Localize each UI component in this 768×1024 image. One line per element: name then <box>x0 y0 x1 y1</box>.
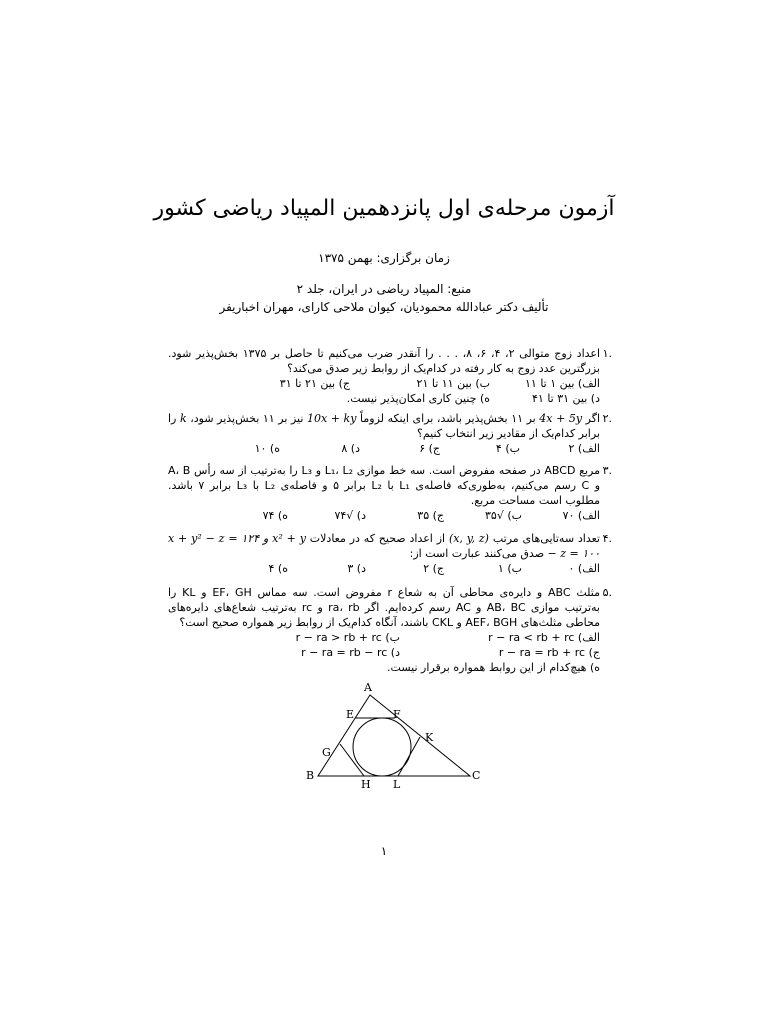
option-c: ج) ۳۵ <box>417 509 444 522</box>
label-k: K <box>425 731 434 744</box>
option-b: ب) r − ra > rb + rc <box>295 631 400 644</box>
question-3 <box>168 463 612 523</box>
option-d: د) √۷۴ <box>334 509 366 522</box>
incircle <box>353 718 411 776</box>
question-stem: مثلث ABC و دایره‌ی محاطی آن به شعاع r مفروض است. سه مماس EF، GH و KL را به‌ترتیب موازی AB، BC و AC رسم کرده‌ایم. اگر ra، rb و rc به‌ترتیب شعاع‌های دایره‌های محاطی مثلث‌های AEF، BGH و CKL باشند، آنگاه کدام‌یک از روابط زیر همواره صحیح است؟ <box>168 586 600 629</box>
question-number: ۳. <box>602 464 612 477</box>
question-number: ۱. <box>602 347 612 360</box>
options-row <box>168 630 600 645</box>
math-expression: (x, y, z) <box>448 532 489 545</box>
option-e: ه) هیچ‌کدام از این روابط همواره برقرار نیست. <box>387 661 600 674</box>
math-expression: 4x + 5y <box>539 412 583 425</box>
option-d: د) ۳ <box>347 562 366 575</box>
source-line: منبع: المپیاد ریاضی در ایران، جلد ۲ <box>296 282 472 296</box>
options-row <box>168 376 600 391</box>
option-d: د) ۸ <box>341 442 360 455</box>
tangent-gh <box>340 744 364 776</box>
question-number: ۵. <box>602 586 612 599</box>
option-d: د) r − ra = rb − rc <box>301 646 400 659</box>
option-e: ه) ۷۴ <box>262 509 288 522</box>
tangent-kl <box>398 737 420 776</box>
question-stem <box>168 531 600 561</box>
option-a: الف) ۲ <box>568 442 600 455</box>
label-h: H <box>361 778 371 791</box>
option-c: ج) ۲ <box>423 562 444 575</box>
options-row <box>168 391 600 406</box>
page-title: آزمون مرحله‌ی اول پانزدهمین المپیاد ریاضی کشور <box>153 196 615 221</box>
label-f: F <box>393 708 401 721</box>
question-2 <box>168 411 612 456</box>
math-expression: 10x + ky <box>307 412 357 425</box>
question-stem <box>168 411 600 441</box>
label-c: C <box>472 769 481 782</box>
option-c: ج) r − ra = rb + rc <box>498 646 600 659</box>
question-1 <box>168 346 612 406</box>
label-g: G <box>322 746 331 759</box>
source-block <box>100 280 668 316</box>
page-number: ۱ <box>380 844 388 858</box>
stem-text: نیز بر ۱۱ بخش‌پذیر شود، <box>190 412 304 425</box>
math-variable: k <box>179 412 187 425</box>
option-b: ب) ۴ <box>495 442 520 455</box>
question-stem: مربع ABCD در صفحه مفروض است. سه خط موازی L₁، L₂ و L₃ را به‌ترتیب از سه رأس A، B و C رسم می‌کنیم، به‌طوری‌که فاصله‌ی L₁ با L₂ برابر ۵ و فاصله‌ی L₂ با L₃ برابر ۷ باشد. مطلوب است مساحت مربع. <box>168 464 601 507</box>
option-a: الف) ۷۰ <box>562 509 600 522</box>
option-a: الف) ۰ <box>568 562 600 575</box>
option-a: الف) بین ۱ تا ۱۱ <box>525 377 600 390</box>
option-e: ه) ۴ <box>268 562 288 575</box>
math-expression: x + y² − z = ۱۲۴ و x² + y − z = ۱۰۰ <box>168 532 600 560</box>
label-l: L <box>393 778 401 791</box>
authors-line: تألیف دکتر عبادالله محمودیان، کیوان ملاحی کارای، مهران اخباریفر <box>219 300 549 314</box>
stem-text: بر ۱۱ بخش‌پذیر باشد، برای اینکه لزوماً <box>360 412 536 425</box>
question-stem: اعداد زوج متوالی ۲، ۴، ۶، ۸، . . . را آنقدر ضرب می‌کنیم تا حاصل بر ۱۳۷۵ بخش‌پذیر شود. بزرگترین عدد زوج به کار رفته در کدام‌یک از روابط زیر صدق می‌کند؟ <box>168 347 601 375</box>
question-number: ۴. <box>602 532 612 545</box>
label-e: E <box>346 708 355 721</box>
option-e: ه) ۱۰ <box>254 442 280 455</box>
stem-text: را برابر کدام‌یک از مقادیر زیر انتخاب کنیم؟ <box>168 412 600 440</box>
option-b: ب) √۳۵ <box>485 509 522 522</box>
triangle-incircle-figure <box>300 680 500 800</box>
options-row <box>168 645 600 660</box>
options-row <box>168 441 600 456</box>
stem-text: تعداد سه‌تایی‌های مرتب <box>492 532 600 545</box>
option-e: ه) چنین کاری امکان‌پذیر نیست. <box>346 392 490 405</box>
stem-text: اگر <box>585 412 601 425</box>
exam-date: زمان برگزاری: بهمن ۱۳۷۵ <box>318 251 450 265</box>
option-b: ب) بین ۱۱ تا ۲۱ <box>416 377 490 390</box>
label-a: A <box>364 681 372 694</box>
stem-text: از اعداد صحیح که در معادلات <box>309 532 446 545</box>
options-row <box>168 508 600 523</box>
option-c: ج) ۶ <box>419 442 440 455</box>
option-d: د) بین ۳۱ تا ۴۱ <box>532 392 600 405</box>
label-b: B <box>306 769 315 782</box>
options-row <box>168 561 600 576</box>
question-4 <box>168 531 612 576</box>
question-5 <box>168 585 612 675</box>
stem-text: صدق می‌کنند عبارت است از: <box>409 547 545 560</box>
question-number: ۲. <box>602 412 612 425</box>
option-c: ج) بین ۲۱ تا ۳۱ <box>279 377 350 390</box>
option-b: ب) ۱ <box>497 562 522 575</box>
option-a: الف) r − ra < rb + rc <box>488 631 600 644</box>
